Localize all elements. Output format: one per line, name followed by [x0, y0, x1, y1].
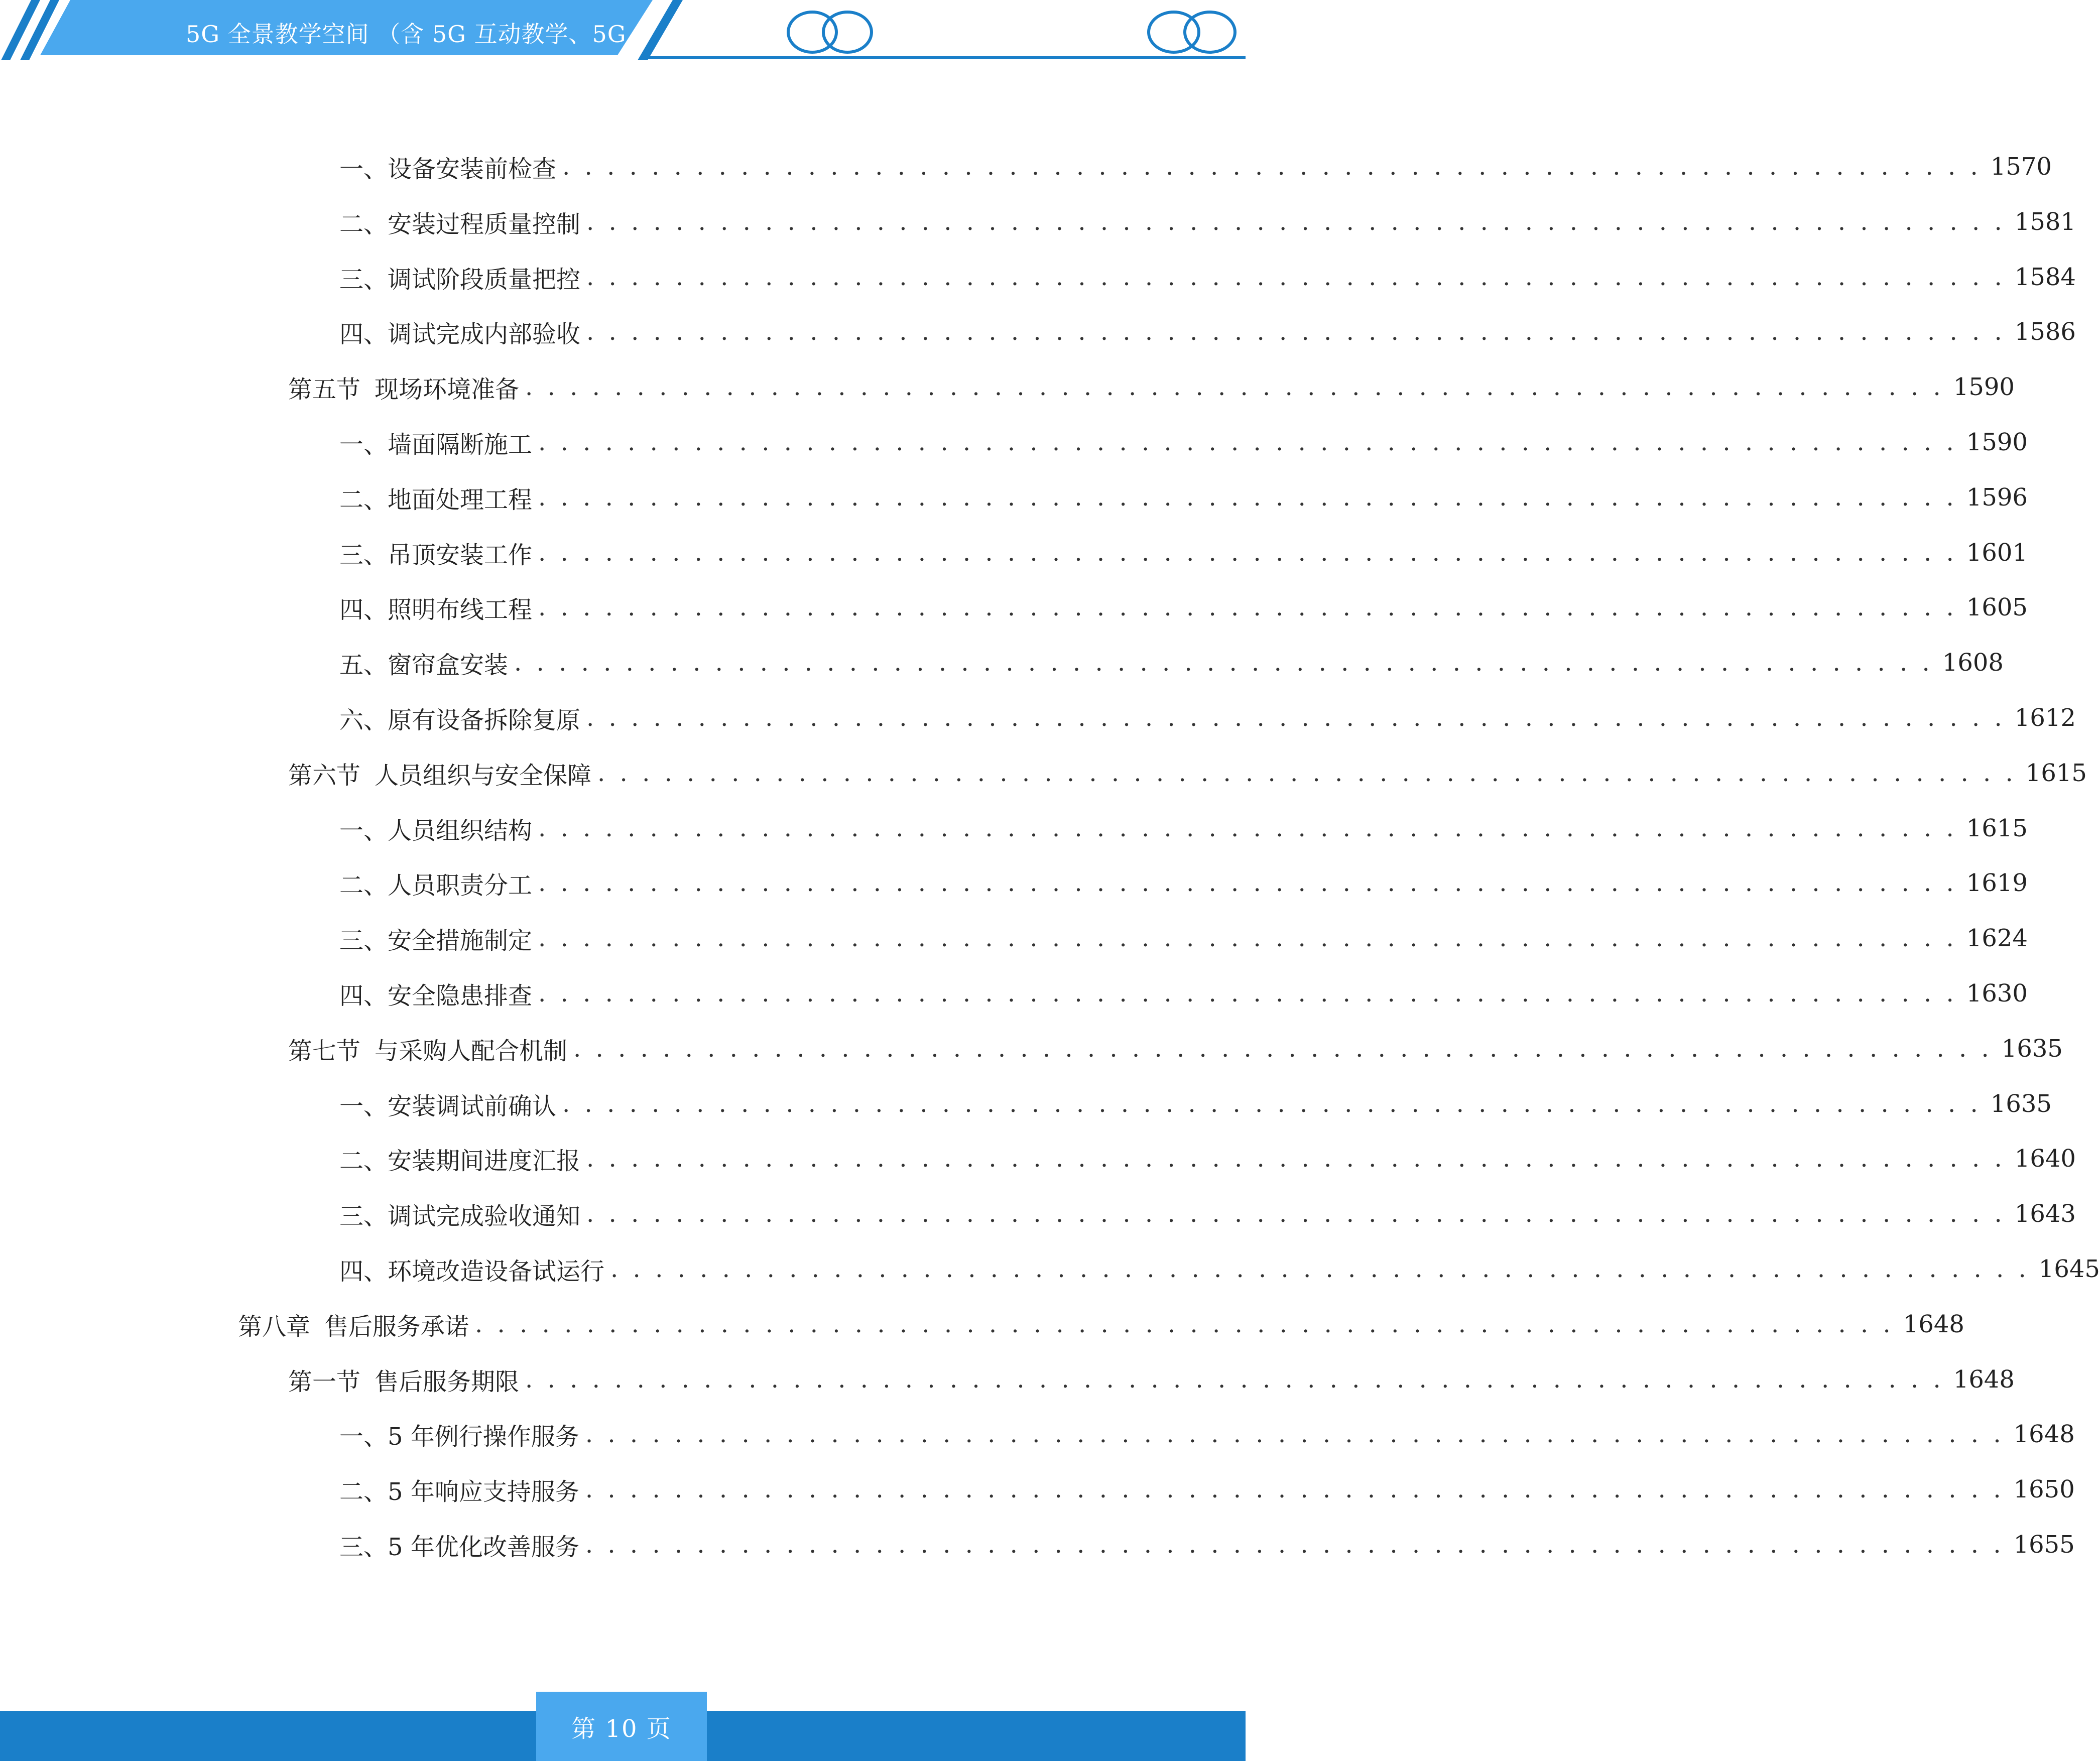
toc-entry[interactable] [339, 257, 2076, 297]
toc-leader-dots: . . . . . . . . . . . . . . . . . . . . . . . . . . . . . . . . . . . . . . . . . . . . . . . . . . . . . . . . . . . . . . . . [585, 1420, 2005, 1448]
toc-entry-number: 六、 [339, 706, 388, 734]
toc-entry[interactable] [339, 973, 2028, 1014]
toc-entry-title: 人员职责分工 [388, 871, 533, 900]
toc-entry-page: 1648 [1953, 1365, 2015, 1394]
toc-leader-dots: . . . . . . . . . . . . . . . . . . . . . . . . . . . . . . . . . . . . . . . . . . . . . . . . . . . . . . . . . . . . . . . . [562, 153, 1982, 181]
toc-entry-title: 售后服务期限 [375, 1367, 520, 1396]
toc-entry-page: 1648 [2013, 1420, 2075, 1448]
toc-entry-page: 1581 [2014, 208, 2076, 236]
toc-entry[interactable] [339, 1525, 2075, 1565]
toc-entry-page: 1615 [2025, 759, 2087, 787]
toc-entry-page: 1630 [1966, 979, 2028, 1008]
toc-entry-title: 安装期间进度汇报 [388, 1147, 581, 1175]
toc-leader-dots: . . . . . . . . . . . . . . . . . . . . . . . . . . . . . . . . . . . . . . . . . . . . . . . . . . . . . . . . . . . . . . . . [610, 1255, 2030, 1283]
toc-entry-page: 1650 [2013, 1475, 2075, 1503]
toc-entry[interactable] [339, 1194, 2076, 1234]
toc-entry-title: 售后服务承诺 [324, 1312, 469, 1341]
toc-entry[interactable] [339, 1139, 2076, 1179]
toc-entry-title: 调试阶段质量把控 [388, 265, 581, 294]
toc-entry-title: 人员组织结构 [388, 816, 533, 845]
toc-entry[interactable] [288, 753, 2087, 793]
toc-entry-title: 5 年例行操作服务 [388, 1422, 579, 1451]
toc-entry-number: 三、 [339, 265, 388, 294]
toc-entry-number: 二、 [339, 210, 388, 238]
toc-leader-dots: . . . . . . . . . . . . . . . . . . . . . . . . . . . . . . . . . . . . . . . . . . . . . . . . . . . . . . . . . . . . . . . . [573, 1035, 1993, 1063]
toc-leader-dots: . . . . . . . . . . . . . . . . . . . . . . . . . . . . . . . . . . . . . . . . . . . . . . . . . . . . . . . . . . . . . . . . [586, 704, 2006, 732]
toc-entry[interactable] [339, 643, 2004, 683]
toc-entry-page: 1601 [1966, 539, 2028, 567]
toc-entry-number: 二、 [339, 871, 388, 900]
toc-entry-number: 一、 [339, 430, 388, 459]
toc-entry-title: 5 年响应支持服务 [388, 1477, 579, 1506]
toc-entry[interactable] [288, 367, 2015, 407]
toc-leader-dots: . . . . . . . . . . . . . . . . . . . . . . . . . . . . . . . . . . . . . . . . . . . . . . . . . . . . . . . . . . . . . . . . [525, 373, 1944, 401]
header-bottom-line [648, 56, 1246, 59]
toc-entry-page: 1635 [2001, 1035, 2063, 1063]
toc-entry-title: 原有设备拆除复原 [388, 706, 581, 734]
toc-entry[interactable] [339, 422, 2028, 462]
toc-entry[interactable] [339, 1249, 2100, 1289]
toc-entry-title: 调试完成内部验收 [388, 320, 581, 348]
toc-entry[interactable] [339, 1414, 2075, 1454]
toc-leader-dots: . . . . . . . . . . . . . . . . . . . . . . . . . . . . . . . . . . . . . . . . . . . . . . . . . . . . . . . . . . . . . . . . [475, 1310, 1894, 1338]
toc-leader-dots: . . . . . . . . . . . . . . . . . . . . . . . . . . . . . . . . . . . . . . . . . . . . . . . . . . . . . . . . . . . . . . . . [597, 759, 2017, 787]
toc-entry[interactable] [339, 863, 2028, 903]
toc-entry-number: 四、 [339, 320, 388, 348]
toc-entry-page: 1570 [1990, 153, 2052, 181]
toc-entry-number: 三、 [339, 926, 388, 955]
toc-entry-page: 1619 [1966, 869, 2028, 897]
header-title: 5G 全景教学空间 （含 5G 互动教学、5G [186, 21, 627, 48]
toc-entry[interactable] [339, 1084, 2052, 1124]
ring-logo-icon-right [1149, 12, 1235, 52]
toc-entry-number: 四、 [339, 981, 388, 1010]
toc-entry[interactable] [339, 147, 2052, 187]
toc-entry-title: 安全隐患排查 [388, 981, 533, 1010]
toc-entry-title: 照明布线工程 [388, 595, 533, 624]
toc-leader-dots: . . . . . . . . . . . . . . . . . . . . . . . . . . . . . . . . . . . . . . . . . . . . . . . . . . . . . . . . . . . . . . . . [562, 1090, 1982, 1118]
toc-entry[interactable] [339, 587, 2028, 627]
toc-entry[interactable] [288, 1359, 2015, 1400]
toc-entry[interactable] [339, 477, 2028, 518]
toc-entry-number: 四、 [339, 1257, 388, 1286]
toc-leader-dots: . . . . . . . . . . . . . . . . . . . . . . . . . . . . . . . . . . . . . . . . . . . . . . . . . . . . . . . . . . . . . . . . [586, 318, 2006, 346]
toc-entry-page: 1648 [1903, 1310, 1964, 1338]
toc-entry-title: 与采购人配合机制 [375, 1037, 568, 1065]
toc-entry-number: 第七节 [288, 1037, 361, 1065]
page-number: 第 10 页 [571, 1714, 672, 1743]
toc-entry-page: 1596 [1966, 483, 2028, 512]
toc-entry-number: 第五节 [288, 375, 361, 404]
toc-leader-dots: . . . . . . . . . . . . . . . . . . . . . . . . . . . . . . . . . . . . . . . . . . . . . . . . . . . . . . . . . . . . . . . . [538, 483, 1957, 512]
toc-leader-dots: . . . . . . . . . . . . . . . . . . . . . . . . . . . . . . . . . . . . . . . . . . . . . . . . . . . . . . . . . . . . . . . . [585, 1531, 2005, 1559]
toc-entry-title: 设备安装前检查 [388, 155, 557, 183]
toc-entry[interactable] [339, 808, 2028, 848]
toc-entry-page: 1624 [1966, 924, 2028, 952]
toc-entry-title: 环境改造设备试运行 [388, 1257, 605, 1286]
toc-entry-title: 调试完成验收通知 [388, 1202, 581, 1230]
toc-entry[interactable] [339, 312, 2076, 352]
toc-entry-page: 1612 [2014, 704, 2076, 732]
toc-entry-number: 五、 [339, 651, 388, 679]
toc-entry-title: 安装调试前确认 [388, 1092, 557, 1120]
toc-leader-dots: . . . . . . . . . . . . . . . . . . . . . . . . . . . . . . . . . . . . . . . . . . . . . . . . . . . . . . . . . . . . . . . . [586, 1200, 2006, 1228]
toc-leader-dots: . . . . . . . . . . . . . . . . . . . . . . . . . . . . . . . . . . . . . . . . . . . . . . . . . . . . . . . . . . . . . . . . [586, 263, 2006, 291]
toc-entry[interactable] [288, 1029, 2063, 1069]
toc-entry-number: 一、 [339, 1422, 388, 1451]
toc-entry-title: 5 年优化改善服务 [388, 1533, 579, 1561]
toc-entry-page: 1605 [1966, 593, 2028, 621]
toc-leader-dots: . . . . . . . . . . . . . . . . . . . . . . . . . . . . . . . . . . . . . . . . . . . . . . . . . . . . . . . . . . . . . . . . [514, 649, 1933, 677]
toc-entry-page: 1640 [2014, 1145, 2076, 1173]
toc-entry-number: 第八章 [238, 1312, 311, 1341]
toc-entry-page: 1590 [1953, 373, 2015, 401]
toc-entry-number: 第一节 [288, 1367, 361, 1396]
toc-entry-title: 安装过程质量控制 [388, 210, 581, 238]
toc-entry[interactable] [339, 918, 2028, 958]
toc-entry-title: 地面处理工程 [388, 485, 533, 514]
toc-entry-number: 三、 [339, 1533, 388, 1561]
toc-entry[interactable] [238, 1304, 1964, 1344]
toc-entry-title: 吊顶安装工作 [388, 541, 533, 569]
toc-entry-number: 四、 [339, 595, 388, 624]
toc-entry-page: 1655 [2013, 1531, 2075, 1559]
toc-entry-page: 1635 [1990, 1090, 2052, 1118]
ring-logo-icon [788, 12, 872, 52]
toc-entry-page: 1586 [2014, 318, 2076, 346]
toc-entry-number: 一、 [339, 1092, 388, 1120]
toc-leader-dots: . . . . . . . . . . . . . . . . . . . . . . . . . . . . . . . . . . . . . . . . . . . . . . . . . . . . . . . . . . . . . . . . [586, 1145, 2006, 1173]
toc-leader-dots: . . . . . . . . . . . . . . . . . . . . . . . . . . . . . . . . . . . . . . . . . . . . . . . . . . . . . . . . . . . . . . . . [586, 208, 2006, 236]
toc-leader-dots: . . . . . . . . . . . . . . . . . . . . . . . . . . . . . . . . . . . . . . . . . . . . . . . . . . . . . . . . . . . . . . . . [525, 1365, 1944, 1394]
header-stripe-left [1, 0, 40, 60]
toc-entry-title: 人员组织与安全保障 [375, 761, 592, 790]
toc-leader-dots: . . . . . . . . . . . . . . . . . . . . . . . . . . . . . . . . . . . . . . . . . . . . . . . . . . . . . . . . . . . . . . . . [538, 539, 1957, 567]
toc-entry[interactable] [339, 202, 2076, 242]
toc-entry-number: 二、 [339, 1477, 388, 1506]
toc-entry-page: 1645 [2038, 1255, 2100, 1283]
toc-entry[interactable] [339, 1469, 2075, 1510]
toc-entry-page: 1590 [1966, 428, 2028, 456]
toc-entry-number: 三、 [339, 541, 388, 569]
toc-entry-title: 安全措施制定 [388, 926, 533, 955]
toc-entry-title: 墙面隔断施工 [388, 430, 533, 459]
toc-entry-page: 1643 [2014, 1200, 2076, 1228]
toc-entry-page: 1615 [1966, 814, 2028, 842]
toc-entry[interactable] [339, 698, 2076, 738]
toc-leader-dots: . . . . . . . . . . . . . . . . . . . . . . . . . . . . . . . . . . . . . . . . . . . . . . . . . . . . . . . . . . . . . . . . [538, 924, 1957, 952]
toc-leader-dots: . . . . . . . . . . . . . . . . . . . . . . . . . . . . . . . . . . . . . . . . . . . . . . . . . . . . . . . . . . . . . . . . [538, 979, 1957, 1008]
toc-leader-dots: . . . . . . . . . . . . . . . . . . . . . . . . . . . . . . . . . . . . . . . . . . . . . . . . . . . . . . . . . . . . . . . . [538, 869, 1957, 897]
toc-entry-number: 一、 [339, 155, 388, 183]
toc-leader-dots: . . . . . . . . . . . . . . . . . . . . . . . . . . . . . . . . . . . . . . . . . . . . . . . . . . . . . . . . . . . . . . . . [585, 1475, 2005, 1503]
toc-entry-number: 二、 [339, 1147, 388, 1175]
toc-entry-title: 现场环境准备 [375, 375, 520, 404]
toc-entry-number: 三、 [339, 1202, 388, 1230]
toc-leader-dots: . . . . . . . . . . . . . . . . . . . . . . . . . . . . . . . . . . . . . . . . . . . . . . . . . . . . . . . . . . . . . . . . [538, 428, 1957, 456]
toc-entry-number: 第六节 [288, 761, 361, 790]
toc-entry-number: 一、 [339, 816, 388, 845]
toc-entry-title: 窗帘盒安装 [388, 651, 509, 679]
toc-entry-page: 1608 [1942, 649, 2004, 677]
toc-entry-page: 1584 [2014, 263, 2076, 291]
toc-leader-dots: . . . . . . . . . . . . . . . . . . . . . . . . . . . . . . . . . . . . . . . . . . . . . . . . . . . . . . . . . . . . . . . . [538, 814, 1957, 842]
toc-entry[interactable] [339, 533, 2028, 573]
toc-leader-dots: . . . . . . . . . . . . . . . . . . . . . . . . . . . . . . . . . . . . . . . . . . . . . . . . . . . . . . . . . . . . . . . . [538, 593, 1957, 621]
toc-entry-number: 二、 [339, 485, 388, 514]
